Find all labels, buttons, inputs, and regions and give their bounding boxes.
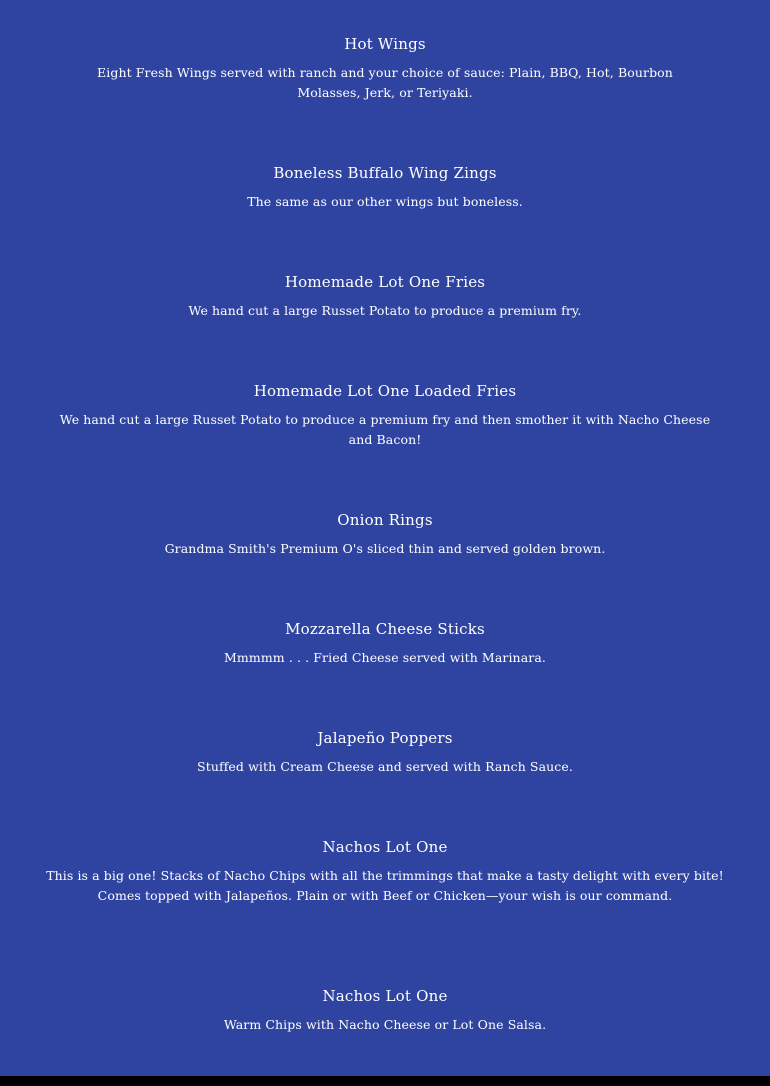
menu-item-description: This is a big one! Stacks of Nacho Chips with all the trimmings that make a tasty delight with every bite! Comes topped with Jalapeños. Plain or with Beef or Chicken—your wish is our command. xyxy=(46,868,724,903)
menu-item-name: Boneless Buffalo Wing Zings xyxy=(273,164,497,182)
menu-item-description: Eight Fresh Wings served with ranch and your choice of sauce: Plain, BBQ, Hot, Bourbon Molasses, Jerk, or Teriyaki. xyxy=(97,65,673,100)
menu-item-description: Grandma Smith's Premium O's sliced thin and served golden brown. xyxy=(164,541,606,556)
menu-item-jalapeno-poppers xyxy=(0,727,770,777)
menu-item-fries xyxy=(0,271,770,321)
menu-item-name: Homemade Lot One Fries xyxy=(284,273,486,291)
menu-item-boneless-wings xyxy=(0,162,770,212)
menu-item-nachos-lot-one xyxy=(0,836,770,906)
menu-item-description: We hand cut a large Russet Potato to produce a premium fry. xyxy=(188,303,582,318)
menu-item-loaded-fries xyxy=(0,380,770,450)
menu-item-name: Hot Wings xyxy=(344,35,426,53)
menu-item-name: Mozzarella Cheese Sticks xyxy=(285,620,485,638)
menu-item-mozzarella-sticks xyxy=(0,618,770,668)
menu-item-name: Homemade Lot One Loaded Fries xyxy=(253,382,517,400)
menu-item-description: Warm Chips with Nacho Cheese or Lot One Salsa. xyxy=(223,1017,547,1032)
menu-item-name: Nachos Lot One xyxy=(322,987,448,1005)
menu-item-description: Mmmmm . . . Fried Cheese served with Marinara. xyxy=(224,650,546,665)
menu-item-name: Nachos Lot One xyxy=(322,838,448,856)
menu-item-name: Jalapeño Poppers xyxy=(317,729,453,747)
menu-item-description: The same as our other wings but boneless. xyxy=(247,194,523,209)
menu-item-description: We hand cut a large Russet Potato to produce a premium fry and then smother it with Nacho Cheese and Bacon! xyxy=(59,412,711,447)
menu-item-hot-wings xyxy=(0,33,770,103)
menu-item-name: Onion Rings xyxy=(337,511,433,529)
menu-item-onion-rings xyxy=(0,509,770,559)
menu-item-description: Stuffed with Cream Cheese and served with Ranch Sauce. xyxy=(197,759,573,774)
menu-item-nachos-chips xyxy=(0,985,770,1035)
